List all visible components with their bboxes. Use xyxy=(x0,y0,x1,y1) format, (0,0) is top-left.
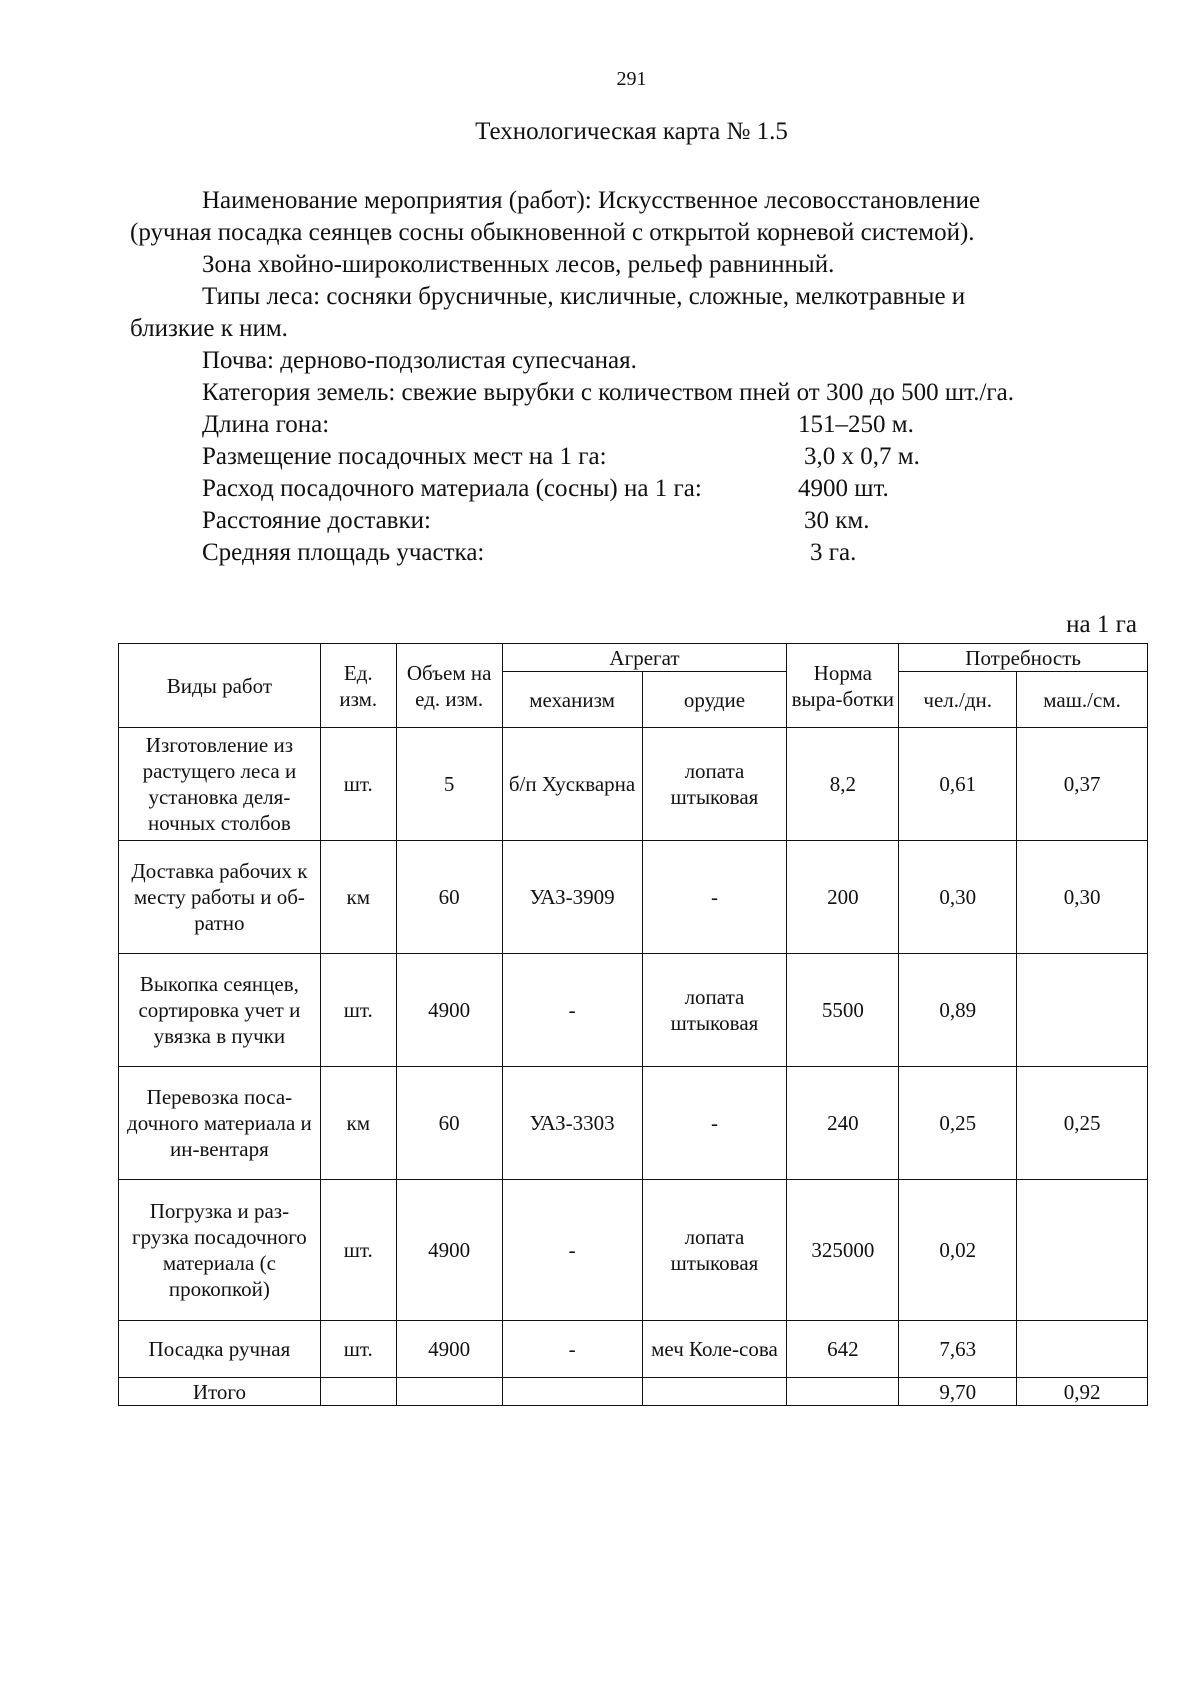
total-empty-cell xyxy=(502,1378,642,1406)
parameter-row xyxy=(130,537,1130,569)
cell-work: Выкопка сеянцев, сортировка учет и увязка в пучки xyxy=(119,954,321,1067)
description-line: Наименование мероприятия (работ): Искусственное лесовосстановление xyxy=(202,187,981,214)
header-man-days: чел./дн. xyxy=(899,672,1017,728)
parameter-row xyxy=(130,473,1130,505)
description-line: Типы леса: сосняки брусничные, кисличные, сложные, мелкотравные и xyxy=(202,283,966,310)
parameter-row xyxy=(130,441,1130,473)
parameter-value: 3 га. xyxy=(810,539,857,566)
cell-unit: км xyxy=(320,1067,396,1180)
cell-unit: шт. xyxy=(320,954,396,1067)
parameter-row xyxy=(130,409,1130,441)
header-mechanism: механизм xyxy=(502,672,642,728)
cell-man-days: 0,02 xyxy=(899,1180,1017,1321)
total-empty-cell xyxy=(787,1378,899,1406)
cell-machine-shifts xyxy=(1017,1321,1148,1378)
description-line: Почва: дерново-подзолистая супесчаная. xyxy=(202,347,637,374)
cell-machine-shifts: 0,37 xyxy=(1017,728,1148,841)
header-work-type: Виды работ xyxy=(119,644,321,728)
description-line: Зона хвойно-широколиственных лесов, рельеф равнинный. xyxy=(202,251,835,278)
header-tool: орудие xyxy=(642,672,787,728)
cell-man-days: 0,30 xyxy=(899,841,1017,954)
header-demand: Потребность xyxy=(899,644,1148,672)
parameter-label: Расстояние доставки: xyxy=(202,507,431,534)
total-row xyxy=(119,1378,1148,1406)
total-empty-cell xyxy=(396,1378,502,1406)
cell-mechanism: УАЗ-3909 xyxy=(502,841,642,954)
parameter-row xyxy=(130,505,1130,537)
cell-tool: лопата штыковая xyxy=(642,728,787,841)
cell-norm: 5500 xyxy=(787,954,899,1067)
cell-man-days: 7,63 xyxy=(899,1321,1017,1378)
table-row xyxy=(119,1067,1148,1180)
cell-machine-shifts: 0,25 xyxy=(1017,1067,1148,1180)
description-line: (ручная посадка сеянцев сосны обыкновенной с открытой корневой системой). xyxy=(130,219,975,246)
cell-work: Посадка ручная xyxy=(119,1321,321,1378)
cell-mechanism: - xyxy=(502,1180,642,1321)
header-unit: Ед. изм. xyxy=(320,644,396,728)
description-block xyxy=(130,185,1130,569)
cell-work: Доставка рабочих к месту работы и об-ратно xyxy=(119,841,321,954)
cell-mechanism: УАЗ-3303 xyxy=(502,1067,642,1180)
description-line: Категория земель: свежие вырубки с количеством пней от 300 до 500 шт./га. xyxy=(202,379,1014,406)
cell-volume: 4900 xyxy=(396,1321,502,1378)
description-line: близкие к ним. xyxy=(130,315,288,342)
cell-unit: шт. xyxy=(320,728,396,841)
cell-tool: - xyxy=(642,1067,787,1180)
cell-volume: 60 xyxy=(396,1067,502,1180)
header-aggregate: Агрегат xyxy=(502,644,787,672)
cell-unit: км xyxy=(320,841,396,954)
cell-norm: 8,2 xyxy=(787,728,899,841)
table-row xyxy=(119,1180,1148,1321)
cell-mechanism: - xyxy=(502,954,642,1067)
header-volume: Объем на ед. изм. xyxy=(396,644,502,728)
total-label: Итого xyxy=(119,1378,321,1406)
work-table xyxy=(118,643,1148,1406)
header-norm: Норма выра-ботки xyxy=(787,644,899,728)
cell-man-days: 0,61 xyxy=(899,728,1017,841)
cell-machine-shifts xyxy=(1017,954,1148,1067)
parameter-label: Размещение посадочных мест на 1 га: xyxy=(202,443,607,470)
table-row xyxy=(119,1321,1148,1378)
total-man-days: 9,70 xyxy=(899,1378,1017,1406)
cell-tool: - xyxy=(642,841,787,954)
parameter-label: Средняя площадь участка: xyxy=(202,539,485,566)
cell-work: Перевозка поса-дочного материала и ин-вентаря xyxy=(119,1067,321,1180)
parameter-label: Расход посадочного материала (сосны) на 1 га: xyxy=(202,475,702,502)
total-empty-cell xyxy=(320,1378,396,1406)
parameter-value: 30 км. xyxy=(804,507,870,534)
parameter-label: Длина гона: xyxy=(202,411,330,438)
parameter-value: 4900 шт. xyxy=(798,475,889,502)
cell-man-days: 0,89 xyxy=(899,954,1017,1067)
cell-volume: 4900 xyxy=(396,954,502,1067)
cell-tool: меч Коле-сова xyxy=(642,1321,787,1378)
cell-unit: шт. xyxy=(320,1180,396,1321)
cell-work: Изготовление из растущего леса и установка деля-ночных столбов xyxy=(119,728,321,841)
parameter-value: 151–250 м. xyxy=(798,411,914,438)
cell-volume: 5 xyxy=(396,728,502,841)
total-machine-shifts: 0,92 xyxy=(1017,1378,1148,1406)
cell-mechanism: б/п Хускварна xyxy=(502,728,642,841)
cell-norm: 642 xyxy=(787,1321,899,1378)
cell-work: Погрузка и раз-грузка посадочного материала (с прокопкой) xyxy=(119,1180,321,1321)
cell-machine-shifts: 0,30 xyxy=(1017,841,1148,954)
header-machine-shifts: маш./см. xyxy=(1017,672,1148,728)
cell-man-days: 0,25 xyxy=(899,1067,1017,1180)
table-row xyxy=(119,841,1148,954)
cell-machine-shifts xyxy=(1017,1180,1148,1321)
total-empty-cell xyxy=(642,1378,787,1406)
cell-unit: шт. xyxy=(320,1321,396,1378)
cell-norm: 200 xyxy=(787,841,899,954)
parameter-value: 3,0 х 0,7 м. xyxy=(804,443,920,470)
cell-tool: лопата штыковая xyxy=(642,1180,787,1321)
cell-volume: 60 xyxy=(396,841,502,954)
cell-norm: 325000 xyxy=(787,1180,899,1321)
cell-norm: 240 xyxy=(787,1067,899,1180)
table-row xyxy=(119,954,1148,1067)
table-row xyxy=(119,728,1148,841)
cell-volume: 4900 xyxy=(396,1180,502,1321)
cell-tool: лопата штыковая xyxy=(642,954,787,1067)
document-title: Технологическая карта № 1.5 xyxy=(475,118,788,145)
page-number: 291 xyxy=(616,68,647,90)
unit-note: на 1 га xyxy=(1066,611,1137,638)
cell-mechanism: - xyxy=(502,1321,642,1378)
